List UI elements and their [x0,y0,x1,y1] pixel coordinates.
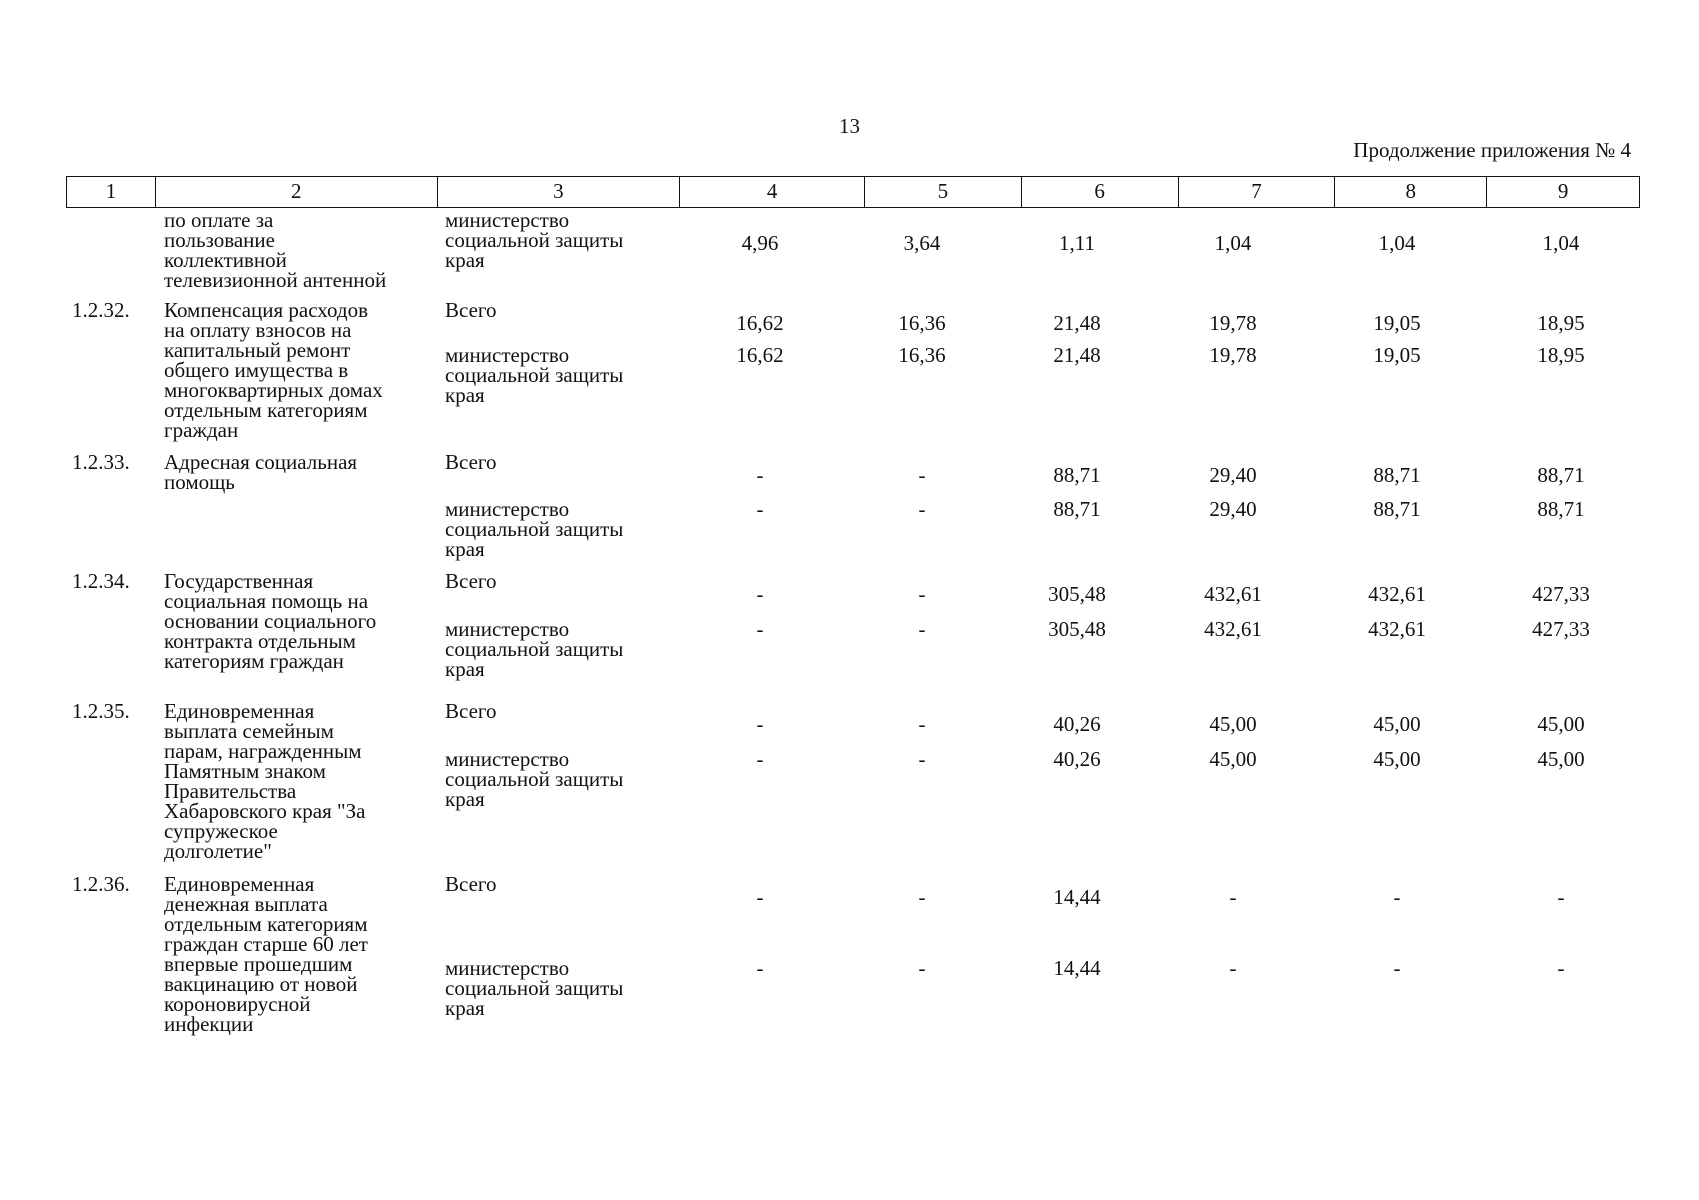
row-name-line: коллективной [164,248,287,272]
subrow-label-line: Всего [445,569,497,593]
subrow-label-line: края [445,657,485,681]
row-name-line: Компенсация расходов [164,298,368,322]
cell-value: 1,04 [1378,231,1416,255]
cell-value: 4,96 [741,231,779,255]
cell-value: 19,05 [1373,343,1421,367]
subrow-label-line: края [445,383,485,407]
row-name-line: Единовременная [164,872,315,896]
row-name-line: телевизионной антенной [164,268,387,292]
cell-value: 305,48 [1048,582,1106,606]
header-col-7: 7 [1178,177,1335,207]
cell-value: 88,71 [1053,497,1101,521]
header-col-8: 8 [1334,177,1486,207]
cell-value: 16,62 [736,311,784,335]
subrow-label-line: социальной защиты [445,976,624,1000]
cell-value: - [756,497,764,521]
row-name-line: капитальный ремонт [164,338,351,362]
cell-value: - [918,582,926,606]
cell-value: 1,11 [1059,231,1095,255]
subrow-label-line: министерство [445,617,570,641]
row-name-line: Правительства [164,779,297,803]
cell-value: - [918,497,926,521]
continuation-label: Продолжение приложения № 4 [1353,138,1631,162]
header-col-4: 4 [679,177,864,207]
cell-value: 305,48 [1048,617,1106,641]
subrow-label-line: края [445,787,485,811]
row-name-line: общего имущества в [164,358,349,382]
cell-value: - [1229,885,1237,909]
cell-value: - [1557,956,1565,980]
cell-value: 45,00 [1209,747,1257,771]
row-name-line: долголетие" [164,839,272,863]
cell-value: - [1393,885,1401,909]
cell-value: 16,36 [898,343,946,367]
cell-value: 88,71 [1537,463,1585,487]
subrow-label-line: края [445,996,485,1020]
cell-value: 40,26 [1053,747,1101,771]
subrow-label-line: министерство [445,956,570,980]
cell-value: 432,61 [1368,617,1426,641]
cell-value: 3,64 [903,231,941,255]
subrow-label-line: Всего [445,450,497,474]
row-name-line: Государственная [164,569,314,593]
cell-value: 432,61 [1204,617,1262,641]
cell-value: - [756,885,764,909]
cell-value: 427,33 [1532,617,1590,641]
subrow-label-line: министерство [445,497,570,521]
subrow-label-line: социальной защиты [445,228,624,252]
row-name-line: Адресная социальная [164,450,358,474]
row-code: 1.2.34. [72,569,130,593]
row-name-line: пользование [164,228,275,252]
cell-value: 18,95 [1537,343,1585,367]
cell-value: 427,33 [1532,582,1590,606]
header-col-2: 2 [155,177,437,207]
header-col-5: 5 [864,177,1021,207]
row-name-line: инфекции [164,1012,254,1036]
header-col-1: 1 [105,179,117,203]
cell-value: 45,00 [1373,747,1421,771]
row-name-line: многоквартирных домах [164,378,383,402]
row-name-line: отдельным категориям [164,398,368,422]
row-code: 1.2.36. [72,872,130,896]
cell-value: 16,36 [898,311,946,335]
subrow-label-line: Всего [445,699,497,723]
row-name-line: короновирусной [164,992,311,1016]
row-code: 1.2.33. [72,450,130,474]
cell-value: - [756,617,764,641]
subrow-label-line: социальной защиты [445,517,624,541]
cell-value: 88,71 [1053,463,1101,487]
subrow-label-line: Всего [445,298,497,322]
cell-value: - [918,956,926,980]
cell-value: 45,00 [1209,712,1257,736]
subrow-label-line: социальной защиты [445,637,624,661]
row-name-line: Памятным знаком [164,759,326,783]
row-name-line: денежная выплата [164,892,328,916]
cell-value: 14,44 [1053,885,1101,909]
row-name-line: супружеское [164,819,278,843]
cell-value: 29,40 [1209,497,1257,521]
row-name-line: контракта отдельным [164,629,356,653]
subrow-label-line: министерство [445,208,570,232]
cell-value: - [918,712,926,736]
row-name-line: социальная помощь на [164,589,369,613]
cell-value: 29,40 [1209,463,1257,487]
cell-value: 45,00 [1537,712,1585,736]
cell-value: 88,71 [1537,497,1585,521]
row-name-line: Хабаровского края "За [164,799,366,823]
cell-value: - [756,956,764,980]
row-name-line: отдельным категориям [164,912,368,936]
cell-value: - [918,617,926,641]
row-name-line: по оплате за [164,208,274,232]
subrow-label-line: социальной защиты [445,363,624,387]
cell-value: - [918,885,926,909]
subrow-label-line: социальной защиты [445,767,624,791]
cell-value: - [756,582,764,606]
cell-value: 21,48 [1053,343,1101,367]
cell-value: 432,61 [1368,582,1426,606]
cell-value: 45,00 [1373,712,1421,736]
subrow-label-line: края [445,248,485,272]
row-code: 1.2.32. [72,298,130,322]
row-name-line: парам, награжденным [164,739,362,763]
cell-value: - [918,463,926,487]
row-name-line: Единовременная [164,699,315,723]
cell-value: 19,78 [1209,311,1257,335]
cell-value: 40,26 [1053,712,1101,736]
cell-value: - [756,463,764,487]
cell-value: 18,95 [1537,311,1585,335]
cell-value: 14,44 [1053,956,1101,980]
cell-value: 19,78 [1209,343,1257,367]
cell-value: 16,62 [736,343,784,367]
cell-value: - [1557,885,1565,909]
row-name-line: категориям граждан [164,649,344,673]
header-col-3: 3 [437,177,680,207]
cell-value: 19,05 [1373,311,1421,335]
cell-value: - [1393,956,1401,980]
cell-value: - [918,747,926,771]
cell-value: - [756,712,764,736]
header-col-6: 6 [1021,177,1178,207]
cell-value: - [1229,956,1237,980]
subrow-label-line: министерство [445,747,570,771]
row-name-line: на оплату взносов на [164,318,352,342]
header-col-9: 9 [1486,177,1639,207]
row-name-line: вакцинацию от новой [164,972,358,996]
row-code: 1.2.35. [72,699,130,723]
cell-value: - [756,747,764,771]
row-name-line: граждан старше 60 лет [164,932,368,956]
row-name-line: основании социального [164,609,377,633]
subrow-label-line: министерство [445,343,570,367]
subrow-label-line: края [445,537,485,561]
cell-value: 1,04 [1542,231,1580,255]
cell-value: 1,04 [1214,231,1252,255]
table-header [66,176,1640,208]
cell-value: 432,61 [1204,582,1262,606]
page-number: 13 [839,114,860,138]
subrow-label-line: Всего [445,872,497,896]
row-name-line: граждан [164,418,239,442]
row-name-line: помощь [164,470,235,494]
cell-value: 88,71 [1373,497,1421,521]
row-name-line: впервые прошедшим [164,952,353,976]
cell-value: 88,71 [1373,463,1421,487]
cell-value: 21,48 [1053,311,1101,335]
row-name-line: выплата семейным [164,719,334,743]
cell-value: 45,00 [1537,747,1585,771]
